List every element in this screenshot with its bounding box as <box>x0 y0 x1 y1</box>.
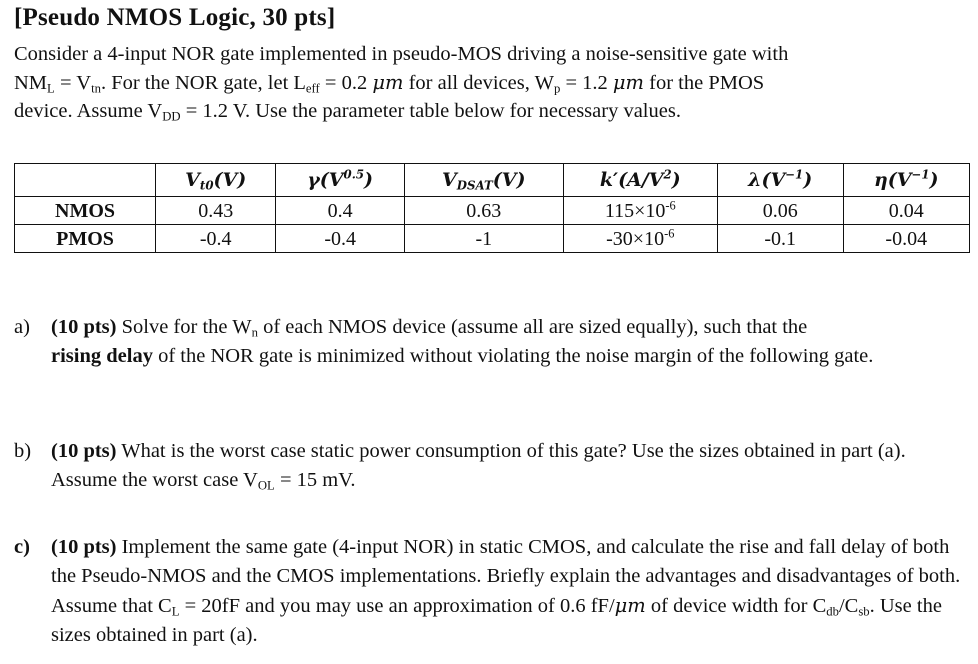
header-vdsat: $V_{DSAT}(V)$ <box>404 164 563 197</box>
header-kprime: $k'(A/V^2)$ <box>563 164 717 197</box>
cell-pmos-vdsat: -1 <box>404 225 563 253</box>
cell-nmos-vt0: 0.43 <box>156 197 276 225</box>
table-header-row <box>15 164 970 197</box>
header-lambda: $\lambda(V^{-1})$ <box>717 164 843 197</box>
cell-nmos-eta: 0.04 <box>843 197 970 225</box>
cell-nmos-lambda: 0.06 <box>717 197 843 225</box>
cell-pmos-lambda: -0.1 <box>717 225 843 253</box>
header-eta: $\eta(V^{-1})$ <box>843 164 970 197</box>
question-c <box>14 533 964 650</box>
question-b-marker: b) <box>14 440 32 462</box>
cell-nmos-kprime: $115\times 10^{-6}$ <box>563 197 717 225</box>
header-gamma: $\gamma(V^{0.5})$ <box>276 164 404 197</box>
problem-intro <box>14 40 964 126</box>
question-b-text: (10 pts) What is the worst case static power consumption of this gate? Use the sizes obtained in part (a). Assume the worst case $V_{OL} = 15$ mV. <box>51 440 906 493</box>
header-vt0: $V_{t0}(V)$ <box>156 164 276 197</box>
cell-nmos-vdsat: 0.63 <box>404 197 563 225</box>
cell-pmos-gamma: -0.4 <box>276 225 404 253</box>
row-label-nmos: NMOS <box>15 197 156 225</box>
intro-line-2: $NM_L = V_{tn}$. For the NOR gate, let $L_{eff} = 0.2$ μm for all devices, $W_p = 1.2$ μm for the PMOS <box>14 70 765 96</box>
question-a <box>14 313 964 371</box>
table-row-nmos <box>15 197 970 225</box>
question-b <box>14 437 964 495</box>
question-c-text: (10 pts) Implement the same gate (4-input NOR) in static CMOS, and calculate the rise and fall delay of both the Pseudo-NMOS and the CMOS implementations. Briefly explain the advantages and disadvantages of both. Assume that $C_L = 20fF$ and you may use an approximation of 0.6 fF/μm of device width for $C_{db}/C_{sb}$. Use the sizes obtained in part (a). <box>51 536 961 646</box>
intro-line-3: device. Assume $V_{DD} = 1.2$ V. Use the parameter table below for necessary values. <box>14 100 681 124</box>
table-row-pmos <box>15 225 970 253</box>
cell-nmos-gamma: 0.4 <box>276 197 404 225</box>
cell-pmos-eta: -0.04 <box>843 225 970 253</box>
question-a-text: (10 pts) Solve for the $W_n$ of each NMOS device (assume all are sized equally), such that the rising delay of the NOR gate is minimized without violating the noise margin of the following gate. <box>51 316 874 367</box>
table-corner-cell <box>15 164 156 197</box>
problem-title: [Pseudo NMOS Logic, 30 pts] <box>14 4 336 31</box>
intro-line-1: Consider a 4-input NOR gate implemented in pseudo-MOS driving a noise-sensitive gate with <box>14 43 789 65</box>
question-c-marker: c) <box>14 536 30 558</box>
cell-pmos-vt0: -0.4 <box>156 225 276 253</box>
question-a-marker: a) <box>14 316 30 338</box>
parameter-table <box>14 163 970 253</box>
cell-pmos-kprime: $-30\times 10^{-6}$ <box>563 225 717 253</box>
row-label-pmos: PMOS <box>15 225 156 253</box>
